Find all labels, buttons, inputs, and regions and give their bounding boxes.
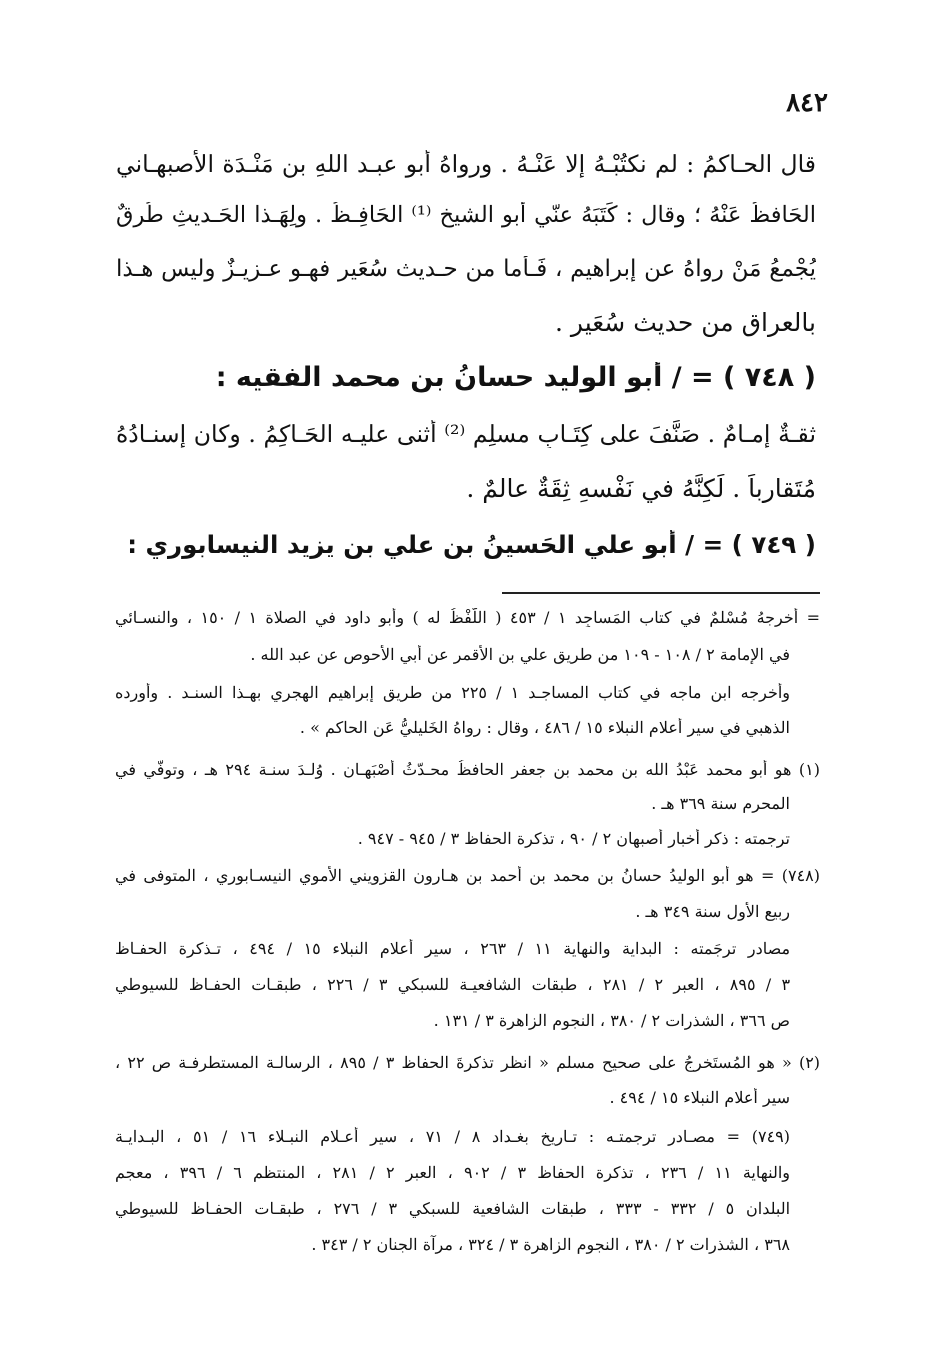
footnote-line: ربيع الأول سنة ٣٤٩ هـ . xyxy=(635,902,790,921)
body-line: ثقـةٌ إمـامٌ . صَنَّفَ على كِتَـابِ مسلِم ⁽²⁾ أثنى عليـه الحَـاكِمُ . وكان إسنـادُهُ xyxy=(116,420,816,448)
footnote-line: (٢) « هو المُستَخرجُ على صحيح مسلم « انظر تذكرةَ الحفاظ ٣ / ٨٩٥ ، الرسالـة المستطرفـة ص ٢٢ ، xyxy=(115,1053,820,1072)
footnote-line: في الإمامة ٢ / ١٠٨ - ١٠٩ من طريق علي بن الأقمر عن أبي الأحوص عن عبد الله . xyxy=(250,645,790,664)
footnote-line: البلدان ٥ / ٣٣٢ - ٣٣٣ ، طبقات الشافعية للسبكي ٣ / ٢٧٦ ، طبقـات الحفـاظ للسيوطي xyxy=(115,1199,790,1218)
footnote-line: الذهبي في سير أعلام النبلاء ١٥ / ٤٨٦ ، وقال : رواهُ الخَليليُّ عَن الحاكم » . xyxy=(299,718,790,737)
footnote-line: سير أعلام النبلاء ١٥ / ٤٩٤ . xyxy=(609,1088,790,1107)
footnote-line: والنهاية ١١ / ٢٣٦ ، تذكرة الحفاظ ٣ / ٩٠٢ ، العبر ٢ / ٢٨١ ، المنتظم ٦ / ٣٩٦ ، معجم xyxy=(115,1163,790,1182)
footnote-line: ترجمته : ذكر أخبار أصبهان ٢ / ٩٠ ، تذكرة الحفاظ ٣ / ٩٤٥ - ٩٤٧ . xyxy=(357,829,790,848)
footnote-separator xyxy=(502,592,820,594)
body-line: الحَافظُ عَنْهُ ؛ وقال : كَتَبَهُ عنّي أبو الشيخ ⁽¹⁾ الحَافِـظُ . ولِهَـذا الحَـديثِ طُرقٌ xyxy=(116,202,816,228)
footnote-line: وأخرجه ابن ماجه في كتاب المساجـد ١ / ٢٢٥ من طريق إبراهيم الهجري بهـذا السنـد . وأورده xyxy=(115,683,790,702)
footnote-line: المحرم سنة ٣٦٩ هـ . xyxy=(651,794,790,813)
footnote-line: = أخرجهُ مُسْلمٌ في كتاب المَساجِد ١ / ٤٥٣ ( اللَّفْظُ له ) وأبو داود في الصلاة ١ / ١٥٠ ، والنسـائي xyxy=(115,608,820,627)
body-line: مُتَقارباً . لَكِنَّهُ في نَفْسهِ ثِقَةٌ عالمٌ . xyxy=(466,474,816,503)
entry-heading-749: ( ٧٤٩ ) = / أبو علي الحَسينُ بن علي بن يزيد النيسابوري : xyxy=(127,530,816,559)
footnote-line: ص ٣٦٦ ، الشذرات ٢ / ٣٨٠ ، النجوم الزاهرة ٣ / ١٣١ . xyxy=(433,1011,790,1030)
footnote-line: مصادر ترجَمته : البداية والنهاية ١١ / ٢٦٣ ، سير أعلام النبلاء ١٥ / ٤٩٤ ، تـذكرة الحفـاظ xyxy=(115,939,790,958)
body-line: يُجْمعُ مَنْ رواهُ عن إبراهيم ، فَـأما من حـديث سُعَير فهـو عـزيـزٌ وليس هـذا xyxy=(116,256,816,282)
footnote-line: (٧٤٨) = هو أبو الوليدُ حسانُ بن محمد بن أحمد بن هـارون القزويني الأموي النيسـابوري ، المتوفى في xyxy=(115,866,820,885)
page-number: ٨٤٢ xyxy=(786,88,828,118)
entry-heading-748: ( ٧٤٨ ) = / أبو الوليد حسانُ بن محمد الفقيه : xyxy=(215,362,816,393)
body-line: بالعراق من حديث سُعَير . xyxy=(555,308,816,337)
footnote-line: ٣٦٨ ، الشذرات ٢ / ٣٨٠ ، النجوم الزاهرة ٣ / ٣٢٤ ، مرآة الجنان ٢ / ٣٤٣ . xyxy=(311,1235,790,1254)
footnote-line: (٧٤٩) = مصـادر ترجمتـه : تـاريخ بغـداد ٨ / ٧١ ، سير أعـلام النبـلاء ١٦ / ٥١ ، البـدايـة xyxy=(115,1127,790,1146)
footnote-line: ٣ / ٨٩٥ ، العبر ٢ / ٢٨١ ، طبقات الشافعيـة للسبكي ٣ / ٢٢٦ ، طبقـات الحفـاظ للسيوطي xyxy=(115,975,790,994)
footnote-line: (١) هو أبو محمد عَبْدُ الله بن محمد بن جعفر الحافظُ محـدّثُ أصْبَهـان . وُلـدَ سنـة ٢٩٤ هـ ، وتوفّي في xyxy=(115,760,820,779)
body-line: قال الحـاكمُ : لم نكتُبْـهُ إلا عَنْـهُ . ورواهُ أبو عبـد اللهِ بن مَنْـدَة الأصبهـاني xyxy=(116,150,816,178)
